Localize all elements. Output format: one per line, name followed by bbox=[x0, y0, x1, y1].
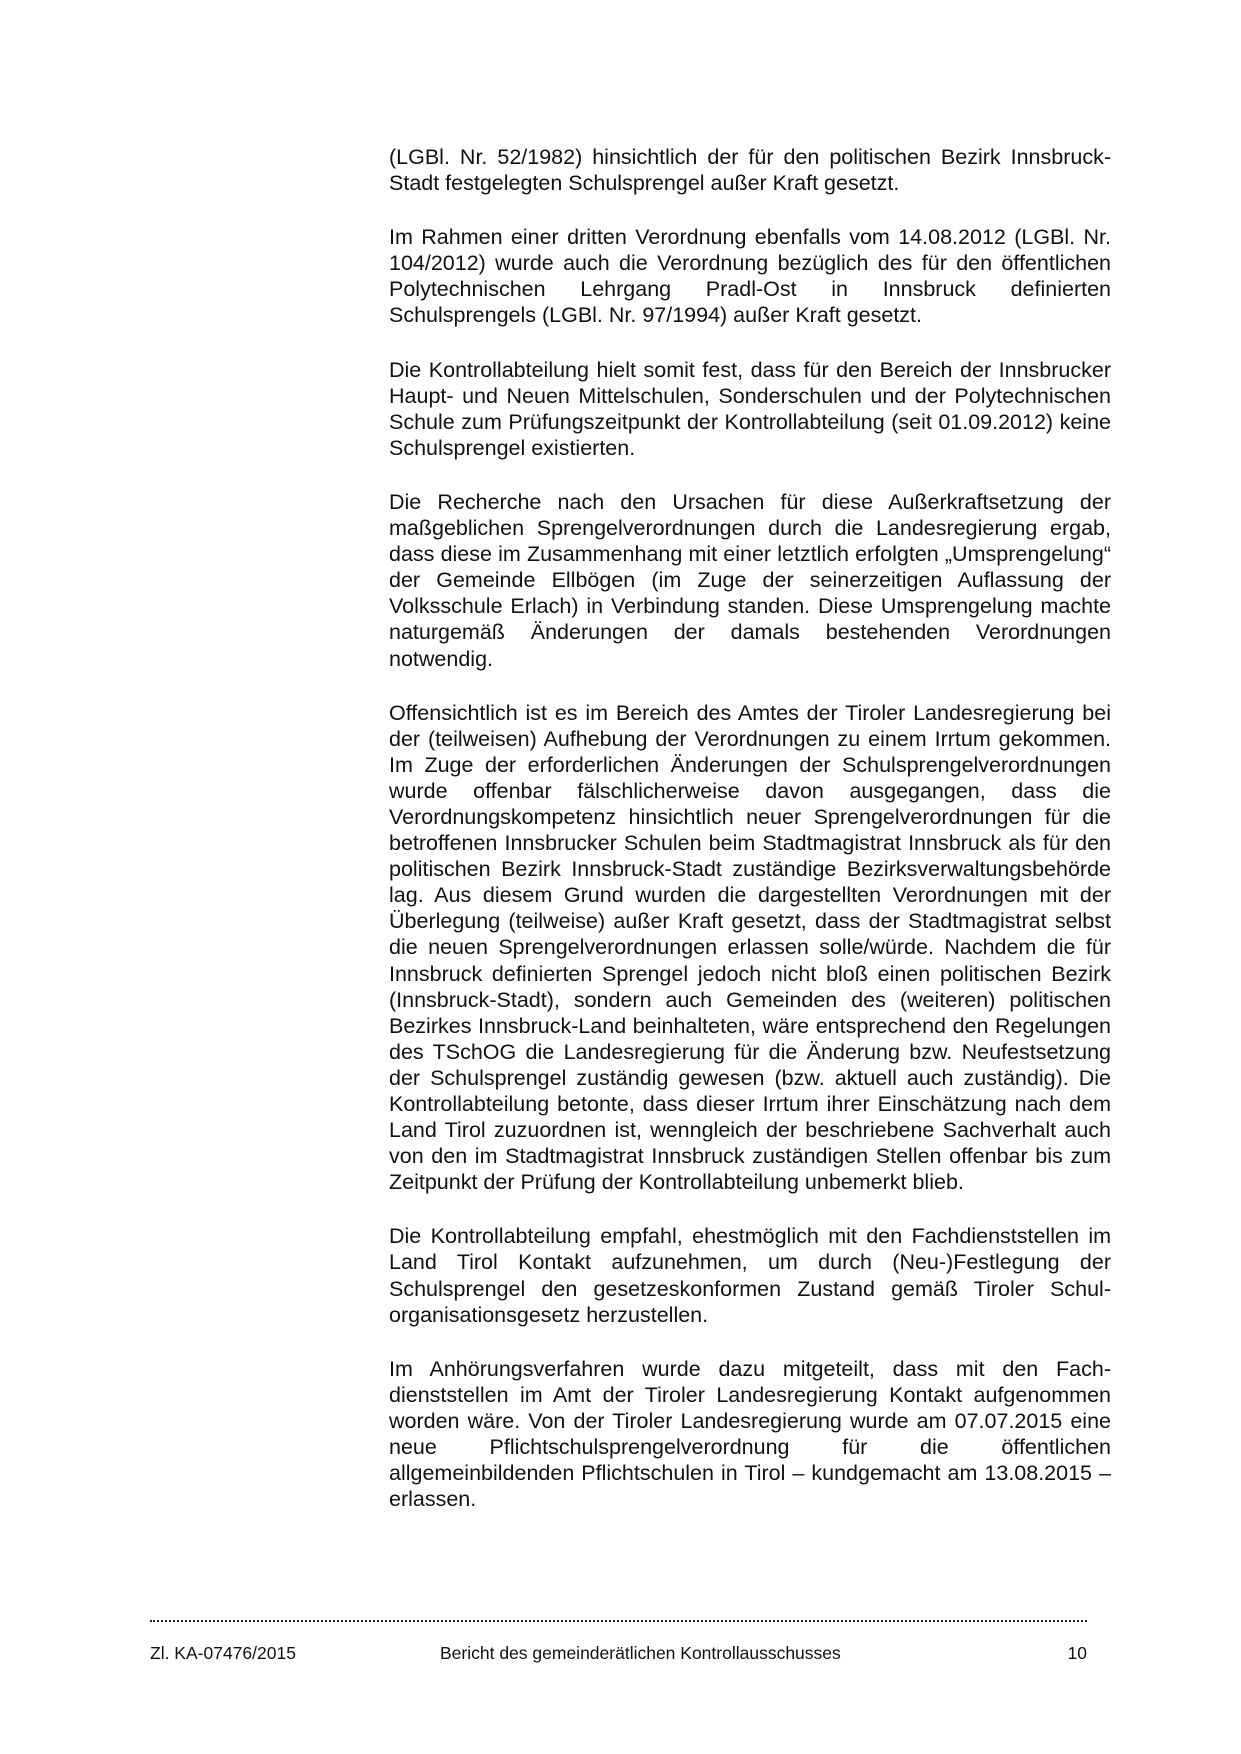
footer-title: Bericht des gemeinderätlichen Kontrollausschusses bbox=[440, 1643, 841, 1663]
page-footer bbox=[150, 1642, 1087, 1666]
paragraph-4: Die Recherche nach den Ursachen für diese Außerkraftsetzung der maßgeblichen Sprengelverordnungen durch die Landesregierung ergab, dass diese im Zusammenhang mit einer letztlich erfolgten „Umsprengelung“ der Gemeinde Ellbögen (im Zuge der seinerzeitigen Auflassung der Volksschule Erlach) in Verbindung standen. Diese Umsprengelung machte naturgemäß Änderungen der damals bestehenden Verordnungen notwendig. bbox=[389, 489, 1111, 671]
paragraph-1: (LGBl. Nr. 52/1982) hinsichtlich der für den politischen Bezirk Innsbruck-Stadt festgelegten Schulsprengel außer Kraft gesetzt. bbox=[389, 145, 1111, 196]
paragraph-6: Die Kontrollabteilung empfahl, ehestmöglich mit den Fachdienststellen im Land Tirol Kontakt aufzunehmen, um durch (Neu-)Festlegung der Schulsprengel den gesetzeskonformen Zustand gemäß Tiroler Schulorganisationsgesetz herzustellen. bbox=[389, 1224, 1111, 1327]
paragraph-2: Im Rahmen einer dritten Verordnung ebenfalls vom 14.08.2012 (LGBl. Nr. 104/2012) wurde auch die Verordnung bezüglich des für den öffentlichen Polytechnischen Lehrgang Pradl-Ost in Innsbruck definierten Schulsprengels (LGBl. Nr. 97/1994) außer Kraft gesetzt. bbox=[389, 225, 1111, 328]
paragraph-7: Im Anhörungsverfahren wurde dazu mitgeteilt, dass mit den Fachdienststellen im Amt der Tiroler Landesregierung Kontakt aufgenommen worden wäre. Von der Tiroler Landesregierung wurde am 07.07.2015 eine neue Pflichtschulsprengelverordnung für die öffentlichen allgemeinbildenden Pflichtschulen in Tirol – kundgemacht am 13.08.2015 – erlassen. bbox=[389, 1356, 1111, 1512]
paragraph-5: Offensichtlich ist es im Bereich des Amtes der Tiroler Landesregierung bei der (teilweisen) Aufhebung der Verordnungen zu einem Irrtum gekommen. Im Zuge der erforderlichen Änderungen der Schulsprengelverordnungen wurde offenbar fälschlicherweise davon ausgegangen, dass die Verordnungskompetenz hinsichtlich neuer Sprengelverordnungen für die betroffenen Innsbrucker Schulen beim Stadtmagistrat Innsbruck als für den politischen Bezirk Innsbruck-Stadt zuständige Bezirksverwaltungsbehörde lag. Aus diesem Grund wurden die dargestellten Verordnungen mit der Überlegung (teilweise) außer Kraft gesetzt, dass der Stadtmagistrat selbst die neuen Sprengelverordnungen erlassen solle/würde. Nachdem die für Innsbruck definierten Sprengel jedoch nicht bloß einen politischen Bezirk (Innsbruck-Stadt), sondern auch Gemeinden des (weiteren) politischen Bezirkes Innsbruck-Land beinhalteten, wäre entsprechend den Regelungen des TSchOG die Landesregierung für die Änderung bzw. Neufestsetzung der Schulsprengel zuständig gewesen (bzw. aktuell auch zuständig). Die Kontrollabteilung betonte, dass dieser Irrtum ihrer Einschätzung nach dem Land Tirol zuzuordnen ist, wenngleich der beschriebene Sachverhalt auch von den im Stadtmagistrat Innsbruck zuständigen Stellen offenbar bis zum Zeitpunkt der Prüfung der Kontrollabteilung unbemerkt blieb. bbox=[389, 700, 1111, 1195]
body-text bbox=[389, 144, 1111, 1540]
footer-reference: Zl. KA-07476/2015 bbox=[150, 1643, 296, 1663]
footer-divider bbox=[150, 1620, 1087, 1622]
page-number: 10 bbox=[1067, 1643, 1087, 1663]
paragraph-3: Die Kontrollabteilung hielt somit fest, dass für den Bereich der Innsbrucker Haupt- und Neuen Mittelschulen, Sonderschulen und der Polytechnischen Schule zum Prüfungszeitpunkt der Kontrollabteilung (seit 01.09.2012) keine Schulsprengel existierten. bbox=[389, 357, 1111, 460]
